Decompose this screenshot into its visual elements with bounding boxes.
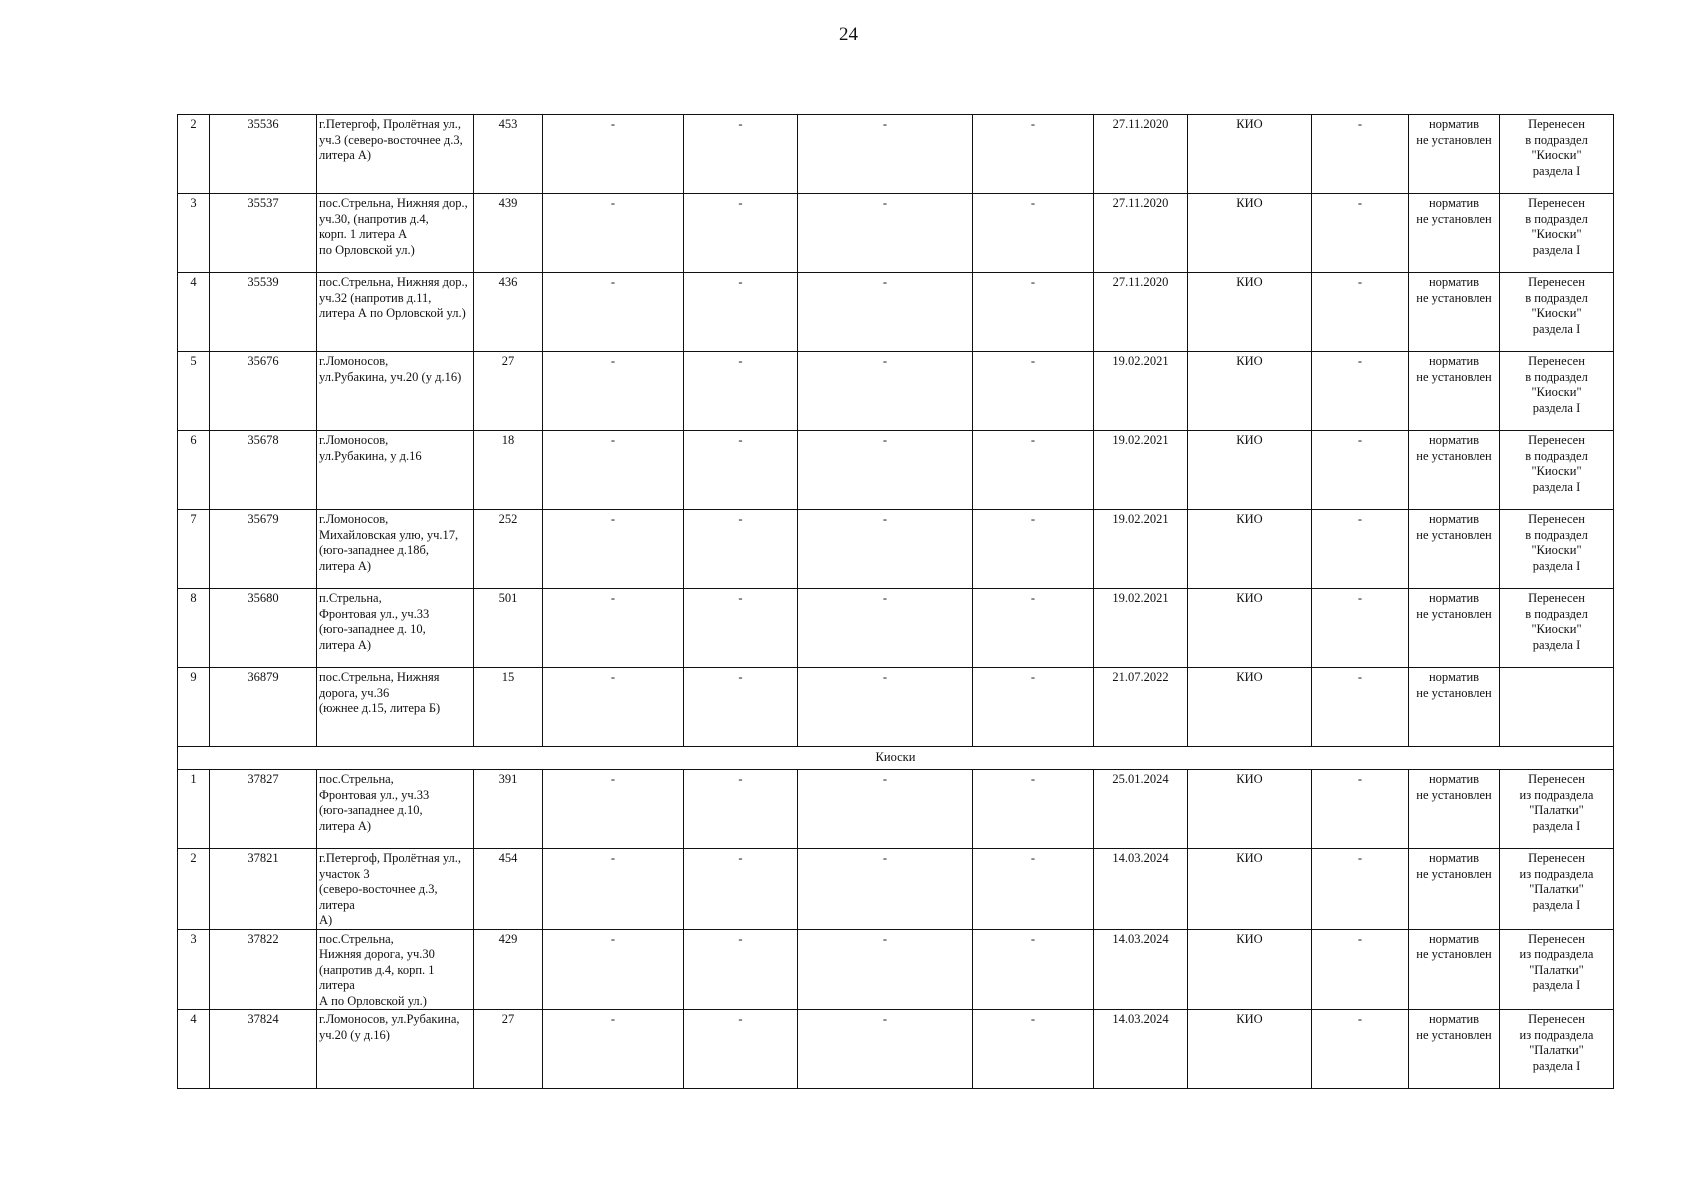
cell-area: 27 xyxy=(474,1010,543,1089)
table-row xyxy=(178,770,1614,849)
table-row xyxy=(178,273,1614,352)
cell-col6: - xyxy=(684,431,798,510)
cell-date: 19.02.2021 xyxy=(1094,510,1188,589)
cell-owner: КИО xyxy=(1188,929,1312,1010)
page-number: 24 xyxy=(839,24,858,45)
cell-col11: - xyxy=(1312,668,1409,747)
cell-col7: - xyxy=(798,929,973,1010)
cell-col8: - xyxy=(973,115,1094,194)
cell-owner: КИО xyxy=(1188,1010,1312,1089)
cell-id: 37822 xyxy=(210,929,317,1010)
cell-date: 19.02.2021 xyxy=(1094,589,1188,668)
cell-note: Перенесен в подраздел "Киоски" раздела I xyxy=(1500,115,1614,194)
cell-col7: - xyxy=(798,849,973,930)
cell-col8: - xyxy=(973,352,1094,431)
cell-address: пос.Стрельна, Нижняя дорога, уч.36 (южнее д.15, литера Б) xyxy=(317,668,474,747)
cell-area: 15 xyxy=(474,668,543,747)
cell-col8: - xyxy=(973,431,1094,510)
cell-col8: - xyxy=(973,929,1094,1010)
cell-area: 436 xyxy=(474,273,543,352)
cell-area: 453 xyxy=(474,115,543,194)
cell-owner: КИО xyxy=(1188,589,1312,668)
cell-col7: - xyxy=(798,1010,973,1089)
table-row xyxy=(178,115,1614,194)
cell-col5: - xyxy=(543,849,684,930)
cell-owner: КИО xyxy=(1188,770,1312,849)
cell-date: 27.11.2020 xyxy=(1094,115,1188,194)
cell-note: Перенесен из подраздела "Палатки" раздела I xyxy=(1500,770,1614,849)
cell-col5: - xyxy=(543,510,684,589)
cell-area: 18 xyxy=(474,431,543,510)
cell-col8: - xyxy=(973,194,1094,273)
cell-note: Перенесен в подраздел "Киоски" раздела I xyxy=(1500,194,1614,273)
cell-norm: норматив не установлен xyxy=(1409,273,1500,352)
cell-norm: норматив не установлен xyxy=(1409,115,1500,194)
cell-col11: - xyxy=(1312,849,1409,930)
cell-address: г.Петергоф, Пролётная ул., участок 3 (северо-восточнее д.3, литера А) xyxy=(317,849,474,930)
cell-col7: - xyxy=(798,273,973,352)
cell-col7: - xyxy=(798,352,973,431)
section-header-row xyxy=(178,747,1614,770)
cell-col11: - xyxy=(1312,352,1409,431)
cell-col7: - xyxy=(798,510,973,589)
cell-col5: - xyxy=(543,431,684,510)
cell-address: г.Ломоносов, ул.Рубакина, уч.20 (у д.16) xyxy=(317,1010,474,1089)
cell-id: 37827 xyxy=(210,770,317,849)
cell-number: 4 xyxy=(178,1010,210,1089)
register-table xyxy=(177,114,1614,1089)
cell-col6: - xyxy=(684,849,798,930)
cell-col5: - xyxy=(543,115,684,194)
cell-col11: - xyxy=(1312,589,1409,668)
table-row xyxy=(178,194,1614,273)
table-body xyxy=(178,115,1614,1089)
cell-col7: - xyxy=(798,770,973,849)
cell-address: пос.Стрельна, Нижняя дор., уч.30, (напротив д.4, корп. 1 литера А по Орловской ул.) xyxy=(317,194,474,273)
cell-col6: - xyxy=(684,929,798,1010)
cell-id: 35536 xyxy=(210,115,317,194)
cell-address: г.Ломоносов, ул.Рубакина, уч.20 (у д.16) xyxy=(317,352,474,431)
table-row xyxy=(178,352,1614,431)
cell-date: 14.03.2024 xyxy=(1094,1010,1188,1089)
table-row xyxy=(178,929,1614,1010)
cell-address: пос.Стрельна, Нижняя дорога, уч.30 (напротив д.4, корп. 1 литера А по Орловской ул.) xyxy=(317,929,474,1010)
cell-id: 35537 xyxy=(210,194,317,273)
cell-owner: КИО xyxy=(1188,115,1312,194)
cell-col11: - xyxy=(1312,115,1409,194)
cell-date: 19.02.2021 xyxy=(1094,352,1188,431)
table-row xyxy=(178,431,1614,510)
cell-col6: - xyxy=(684,770,798,849)
cell-note: Перенесен в подраздел "Киоски" раздела I xyxy=(1500,431,1614,510)
cell-col6: - xyxy=(684,273,798,352)
cell-norm: норматив не установлен xyxy=(1409,352,1500,431)
cell-address: г.Ломоносов, Михайловская улю, уч.17, (юго-западнее д.18б, литера А) xyxy=(317,510,474,589)
cell-col5: - xyxy=(543,589,684,668)
cell-col6: - xyxy=(684,115,798,194)
cell-note: Перенесен из подраздела "Палатки" раздела I xyxy=(1500,849,1614,930)
cell-col6: - xyxy=(684,510,798,589)
table-row xyxy=(178,589,1614,668)
cell-norm: норматив не установлен xyxy=(1409,668,1500,747)
cell-norm: норматив не установлен xyxy=(1409,431,1500,510)
cell-date: 14.03.2024 xyxy=(1094,849,1188,930)
cell-note: Перенесен в подраздел "Киоски" раздела I xyxy=(1500,273,1614,352)
cell-col8: - xyxy=(973,273,1094,352)
cell-number: 9 xyxy=(178,668,210,747)
cell-col6: - xyxy=(684,194,798,273)
cell-col8: - xyxy=(973,1010,1094,1089)
table-row xyxy=(178,1010,1614,1089)
cell-id: 35676 xyxy=(210,352,317,431)
cell-owner: КИО xyxy=(1188,849,1312,930)
section-header: Киоски xyxy=(178,747,1614,770)
cell-date: 19.02.2021 xyxy=(1094,431,1188,510)
cell-address: г.Петергоф, Пролётная ул., уч.3 (северо-восточнее д.3, литера А) xyxy=(317,115,474,194)
cell-id: 35678 xyxy=(210,431,317,510)
cell-col5: - xyxy=(543,929,684,1010)
cell-owner: КИО xyxy=(1188,431,1312,510)
cell-area: 27 xyxy=(474,352,543,431)
cell-col8: - xyxy=(973,510,1094,589)
table-row xyxy=(178,849,1614,930)
cell-area: 439 xyxy=(474,194,543,273)
cell-address: пос.Стрельна, Нижняя дор., уч.32 (напротив д.11, литера А по Орловской ул.) xyxy=(317,273,474,352)
cell-note: Перенесен в подраздел "Киоски" раздела I xyxy=(1500,589,1614,668)
cell-owner: КИО xyxy=(1188,510,1312,589)
cell-number: 8 xyxy=(178,589,210,668)
cell-number: 4 xyxy=(178,273,210,352)
table-row xyxy=(178,668,1614,747)
cell-id: 37821 xyxy=(210,849,317,930)
cell-col6: - xyxy=(684,1010,798,1089)
cell-owner: КИО xyxy=(1188,668,1312,747)
cell-number: 2 xyxy=(178,849,210,930)
cell-col6: - xyxy=(684,589,798,668)
cell-col5: - xyxy=(543,668,684,747)
cell-number: 7 xyxy=(178,510,210,589)
cell-area: 501 xyxy=(474,589,543,668)
cell-address: п.Стрельна, Фронтовая ул., уч.33 (юго-западнее д. 10, литера А) xyxy=(317,589,474,668)
cell-owner: КИО xyxy=(1188,194,1312,273)
cell-number: 3 xyxy=(178,194,210,273)
cell-col6: - xyxy=(684,352,798,431)
cell-note xyxy=(1500,668,1614,747)
cell-col7: - xyxy=(798,431,973,510)
cell-area: 252 xyxy=(474,510,543,589)
cell-number: 5 xyxy=(178,352,210,431)
cell-col11: - xyxy=(1312,770,1409,849)
cell-col11: - xyxy=(1312,194,1409,273)
cell-col7: - xyxy=(798,668,973,747)
cell-norm: норматив не установлен xyxy=(1409,1010,1500,1089)
cell-col8: - xyxy=(973,668,1094,747)
cell-norm: норматив не установлен xyxy=(1409,929,1500,1010)
cell-date: 25.01.2024 xyxy=(1094,770,1188,849)
cell-norm: норматив не установлен xyxy=(1409,194,1500,273)
cell-col11: - xyxy=(1312,510,1409,589)
cell-date: 27.11.2020 xyxy=(1094,273,1188,352)
cell-area: 454 xyxy=(474,849,543,930)
cell-id: 35680 xyxy=(210,589,317,668)
cell-col11: - xyxy=(1312,1010,1409,1089)
cell-col7: - xyxy=(798,194,973,273)
cell-note: Перенесен из подраздела "Палатки" раздела I xyxy=(1500,929,1614,1010)
cell-id: 35539 xyxy=(210,273,317,352)
cell-date: 21.07.2022 xyxy=(1094,668,1188,747)
cell-col6: - xyxy=(684,668,798,747)
cell-owner: КИО xyxy=(1188,352,1312,431)
cell-note: Перенесен из подраздела "Палатки" раздела I xyxy=(1500,1010,1614,1089)
cell-col8: - xyxy=(973,770,1094,849)
cell-norm: норматив не установлен xyxy=(1409,510,1500,589)
cell-note: Перенесен в подраздел "Киоски" раздела I xyxy=(1500,352,1614,431)
cell-col11: - xyxy=(1312,929,1409,1010)
cell-col5: - xyxy=(543,194,684,273)
cell-address: пос.Стрельна, Фронтовая ул., уч.33 (юго-западнее д.10, литера А) xyxy=(317,770,474,849)
cell-norm: норматив не установлен xyxy=(1409,770,1500,849)
cell-col11: - xyxy=(1312,431,1409,510)
cell-id: 35679 xyxy=(210,510,317,589)
cell-number: 1 xyxy=(178,770,210,849)
cell-area: 429 xyxy=(474,929,543,1010)
cell-norm: норматив не установлен xyxy=(1409,849,1500,930)
cell-note: Перенесен в подраздел "Киоски" раздела I xyxy=(1500,510,1614,589)
cell-owner: КИО xyxy=(1188,273,1312,352)
cell-id: 37824 xyxy=(210,1010,317,1089)
cell-date: 27.11.2020 xyxy=(1094,194,1188,273)
cell-col5: - xyxy=(543,1010,684,1089)
cell-area: 391 xyxy=(474,770,543,849)
cell-col8: - xyxy=(973,849,1094,930)
cell-date: 14.03.2024 xyxy=(1094,929,1188,1010)
cell-number: 2 xyxy=(178,115,210,194)
cell-number: 3 xyxy=(178,929,210,1010)
cell-address: г.Ломоносов, ул.Рубакина, у д.16 xyxy=(317,431,474,510)
cell-col7: - xyxy=(798,589,973,668)
cell-col5: - xyxy=(543,770,684,849)
cell-col8: - xyxy=(973,589,1094,668)
cell-col5: - xyxy=(543,352,684,431)
cell-number: 6 xyxy=(178,431,210,510)
cell-col5: - xyxy=(543,273,684,352)
cell-col7: - xyxy=(798,115,973,194)
cell-col11: - xyxy=(1312,273,1409,352)
cell-id: 36879 xyxy=(210,668,317,747)
table-row xyxy=(178,510,1614,589)
cell-norm: норматив не установлен xyxy=(1409,589,1500,668)
